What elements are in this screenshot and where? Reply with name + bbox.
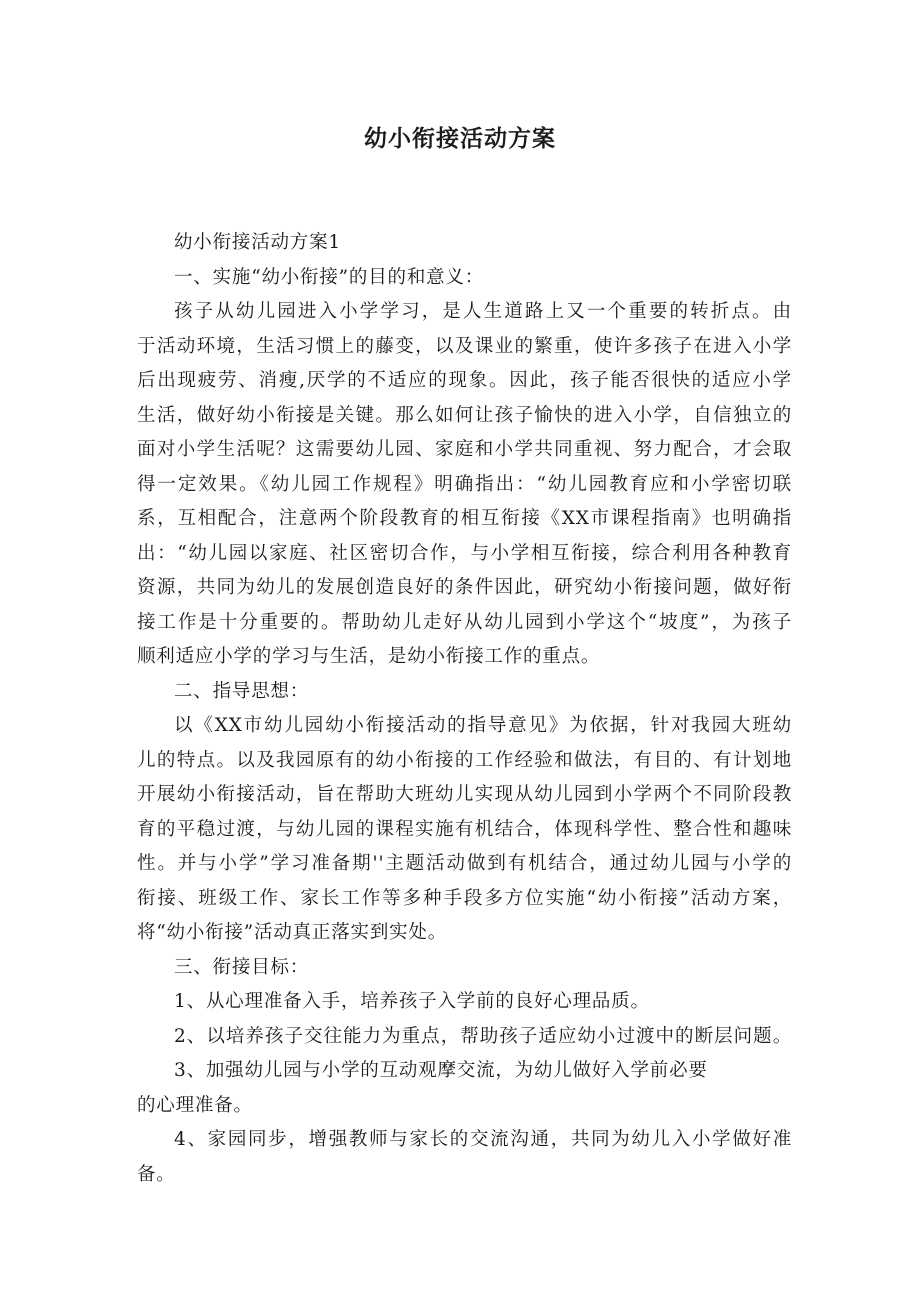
list-item: 3、加强幼儿园与小学的互动观摩交流，为幼儿做好入学前必要	[174, 1060, 708, 1081]
text-line: 性。并与小学”学习准备期''主题活动做到有机结合，通过幼儿园与小学的	[137, 853, 792, 874]
text-line: 顺利适应小学的学习与生活，是幼小衔接工作的重点。	[137, 646, 601, 667]
list-item: 1、从心理准备入手，培养孩子入学前的良好心理品质。	[174, 991, 650, 1012]
list-item: 2、以培养孩子交往能力为重点，帮助孩子适应幼小过渡中的断层问题。	[174, 1025, 792, 1047]
text-line: 接工作是十分重要的。帮助幼儿走好从幼儿园到小学这个“坡度”，为孩子	[137, 611, 792, 633]
text-line: 资源，共同为幼儿的发展创造良好的条件因此，研究幼小衔接问题，做好衔	[137, 577, 792, 598]
text-line: 一、实施“幼小衔接”的目的和意义：	[174, 266, 485, 288]
text-line: 得一定效果。《幼儿园工作规程》明确指出：“幼儿园教育应和小学密切联	[137, 473, 792, 495]
text-line: 幼小衔接活动方案1	[174, 232, 341, 253]
text-line: 的心理准备。	[137, 1094, 253, 1116]
text-line: 后出现疲劳、消瘦,厌学的不适应的现象。因此，孩子能否很快的适应小学	[137, 370, 792, 391]
text-line: 备。	[137, 1163, 176, 1185]
text-line: 面对小学生活呢？这需要幼儿园、家庭和小学共同重视、努力配合，才会取	[137, 439, 792, 460]
text-line: 孩子从幼儿园进入小学学习，是人生道路上又一个重要的转折点。由	[174, 301, 792, 322]
text-line: 将“幼小衔接”活动真正落实到实处。	[137, 922, 448, 943]
text-line: 儿的特点。以及我园原有的幼小衔接的工作经验和做法，有目的、有计划地	[137, 749, 792, 771]
section-heading: 三、衔接目标：	[174, 956, 310, 978]
text-line: 生活，做好幼小衔接是关键。那么如何让孩子愉快的进入小学，自信独立的	[137, 404, 792, 426]
text-line: 衔接、班级工作、家长工作等多种手段多方位实施“幼小衔接”活动方案，	[137, 887, 792, 909]
list-item: 4、家园同步，增强教师与家长的交流沟通，共同为幼儿入小学做好准	[174, 1129, 792, 1150]
text-line: 以《XX市幼儿园幼小衔接活动的指导意见》为依据，针对我园大班幼	[174, 715, 792, 736]
document-body	[137, 226, 792, 1192]
text-line: 出：“幼儿园以家庭、社区密切合作，与小学相互衔接，综合利用各种教育	[137, 542, 792, 564]
text-line: 系，互相配合，注意两个阶段教育的相互衔接《XX市课程指南》也明确指	[137, 508, 792, 529]
document-title: 幼小衔接活动方案	[364, 126, 556, 152]
section-heading: 二、指导思想：	[174, 680, 310, 702]
text-line: 于活动环境，生活习惯上的藤变，以及课业的繁重，使许多孩子在进入小学	[137, 335, 792, 357]
text-line: 育的平稳过渡，与幼儿园的课程实施有机结合，体现科学性、整合性和趣味	[137, 818, 792, 840]
text-line: 开展幼小衔接活动，旨在帮助大班幼儿实现从幼儿园到小学两个不同阶段教	[137, 784, 792, 805]
